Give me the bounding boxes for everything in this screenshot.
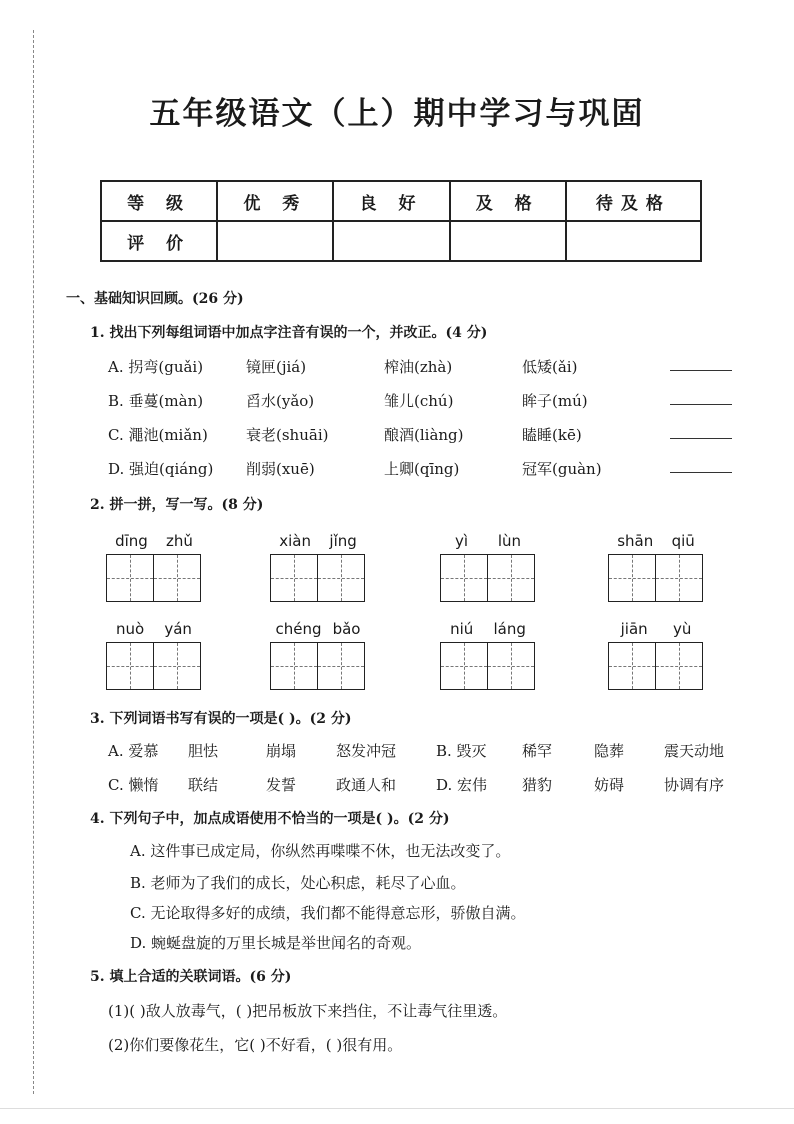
pinyin-syllable: shān: [617, 532, 654, 550]
q5-sentence-1: (1)( )敌人放毒气，( )把吊板放下来挡住，不让毒气往里透。: [108, 1002, 508, 1020]
q3-word: 协调有序: [664, 776, 725, 794]
q3-word: B. 毁灭: [436, 742, 487, 760]
q1-word: 酿酒(liàng): [384, 426, 464, 444]
pinyin-item: [270, 620, 366, 690]
q1-word: 冠军(guàn): [522, 460, 602, 478]
q3-word: 猎豹: [522, 776, 553, 794]
writing-grid-box[interactable]: [488, 642, 535, 690]
writing-grid-box[interactable]: [318, 554, 365, 602]
pinyin-syllable: qiū: [671, 532, 695, 550]
writing-grid-box[interactable]: [440, 642, 488, 690]
q1-word: 镜匣(jiá): [246, 358, 307, 376]
evaluation-cell[interactable]: [450, 221, 566, 261]
pinyin-syllable: yì: [454, 532, 468, 550]
writing-grid-box[interactable]: [154, 642, 201, 690]
answer-blank[interactable]: [670, 424, 732, 439]
evaluation-cell[interactable]: [566, 221, 701, 261]
q1-word: 榨油(zhà): [384, 358, 453, 376]
q1-word: B. 垂蔓(màn): [108, 392, 204, 410]
q3-word: 隐葬: [594, 742, 625, 760]
q1-word: 雏儿(chú): [384, 392, 454, 410]
writing-grid-box[interactable]: [608, 642, 656, 690]
page-title: 五年级语文（上）期中学习与巩固: [149, 96, 645, 132]
q1-word: 削弱(xuē): [246, 460, 315, 478]
writing-grid-box[interactable]: [656, 642, 703, 690]
question-5-prompt: 5. 填上合适的关联词语。(6 分): [90, 969, 292, 985]
q3-word: 胆怯: [188, 742, 219, 760]
grade-row-levels: [101, 181, 701, 221]
grade-table: [100, 180, 702, 262]
writing-grid-box[interactable]: [154, 554, 201, 602]
answer-blank[interactable]: [670, 356, 732, 371]
grade-header-cell: 等 级: [101, 181, 217, 221]
q4-option-a: A. 这件事已成定局，你纵然再喋喋不休，也无法改变了。: [130, 842, 511, 860]
q3-word: 崩塌: [266, 742, 297, 760]
binding-dashed-line: [33, 30, 34, 1094]
q1-word: 舀水(yǎo): [246, 392, 315, 410]
q3-row-ab: [108, 740, 738, 761]
q1-word: C. 澠池(miǎn): [108, 426, 208, 444]
writing-grid-box[interactable]: [270, 554, 318, 602]
pinyin-syllable: zhǔ: [166, 532, 193, 550]
pinyin-syllable: yù: [672, 620, 692, 638]
writing-grid-box[interactable]: [106, 642, 154, 690]
pinyin-syllable: jǐng: [329, 532, 357, 550]
pinyin-syllable: lùn: [497, 532, 522, 550]
q3-word: 稀罕: [522, 742, 553, 760]
q3-word: 发誓: [266, 776, 297, 794]
pinyin-syllable: nuò: [116, 620, 145, 638]
question-3-prompt: 3. 下列词语书写有误的一项是( )。(2 分): [90, 711, 352, 727]
evaluation-label: 评 价: [101, 221, 217, 261]
evaluation-cell[interactable]: [333, 221, 449, 261]
q4-option-b: B. 老师为了我们的成长，处心积虑，耗尽了心血。: [130, 874, 466, 892]
q1-word: 低矮(ǎi): [522, 358, 578, 376]
page-bottom-divider: [0, 1108, 794, 1109]
q3-row-cd: [108, 774, 738, 795]
pinyin-item: [106, 620, 202, 690]
pinyin-syllable: dīng: [115, 532, 148, 550]
answer-blank[interactable]: [670, 390, 732, 405]
q1-word: 上卿(qīng): [384, 460, 460, 478]
evaluation-cell[interactable]: [217, 221, 333, 261]
q1-row-b: [108, 390, 732, 411]
q3-word: 政通人和: [336, 776, 397, 794]
q3-word: A. 爱慕: [108, 742, 159, 760]
pinyin-item: [440, 620, 536, 690]
q1-row-d: [108, 458, 732, 479]
writing-grid-box[interactable]: [440, 554, 488, 602]
pinyin-syllable: yán: [164, 620, 192, 638]
q3-word: C. 懒惰: [108, 776, 159, 794]
pinyin-syllable: jiān: [620, 620, 648, 638]
q3-word: 震天动地: [664, 742, 725, 760]
pinyin-syllable: niú: [450, 620, 474, 638]
q1-row-c: [108, 424, 732, 445]
pinyin-syllable: láng: [493, 620, 526, 638]
q1-word: D. 强迫(qiáng): [108, 460, 214, 478]
answer-blank[interactable]: [670, 458, 732, 473]
section-heading: 一、基础知识回顾。(26 分): [66, 291, 244, 307]
q1-word: 瞌睡(kē): [522, 426, 582, 444]
q3-word: 妨碍: [594, 776, 625, 794]
grade-header-cell: 良 好: [333, 181, 449, 221]
grade-header-cell: 优 秀: [217, 181, 333, 221]
writing-grid-box[interactable]: [656, 554, 703, 602]
pinyin-syllable: chéng: [275, 620, 322, 638]
q1-word: A. 拐弯(guǎi): [108, 358, 204, 376]
q1-word: 衰老(shuāi): [246, 426, 329, 444]
writing-grid-box[interactable]: [270, 642, 318, 690]
q1-word: 眸子(mú): [522, 392, 588, 410]
writing-grid-box[interactable]: [106, 554, 154, 602]
q5-sentence-2: (2)你们要像花生，它( )不好看，( )很有用。: [108, 1036, 403, 1054]
writing-grid-box[interactable]: [488, 554, 535, 602]
pinyin-item: [270, 532, 366, 602]
pinyin-syllable: xiàn: [279, 532, 311, 550]
q3-word: 联结: [188, 776, 219, 794]
pinyin-item: [608, 532, 704, 602]
pinyin-item: [440, 532, 536, 602]
question-4-prompt: 4. 下列句子中，加点成语使用不恰当的一项是( )。(2 分): [90, 811, 450, 827]
question-1-prompt: 1. 找出下列每组词语中加点字注音有误的一个，并改正。(4 分): [90, 325, 488, 341]
pinyin-item: [608, 620, 704, 690]
q3-word: D. 宏伟: [436, 776, 488, 794]
q3-word: 怒发冲冠: [336, 742, 397, 760]
grade-header-cell: 待及格: [566, 181, 701, 221]
writing-grid-box[interactable]: [608, 554, 656, 602]
grade-header-cell: 及 格: [450, 181, 566, 221]
q4-option-c: C. 无论取得多好的成绩，我们都不能得意忘形，骄傲自满。: [130, 904, 526, 922]
question-2-prompt: 2. 拼一拼，写一写。(8 分): [90, 497, 264, 513]
pinyin-syllable: bǎo: [332, 620, 361, 638]
q1-row-a: [108, 356, 732, 377]
q4-option-d: D. 蜿蜒盘旋的万里长城是举世闻名的奇观。: [130, 934, 422, 952]
writing-grid-box[interactable]: [318, 642, 365, 690]
pinyin-item: [106, 532, 202, 602]
grade-row-evaluation: [101, 221, 701, 261]
